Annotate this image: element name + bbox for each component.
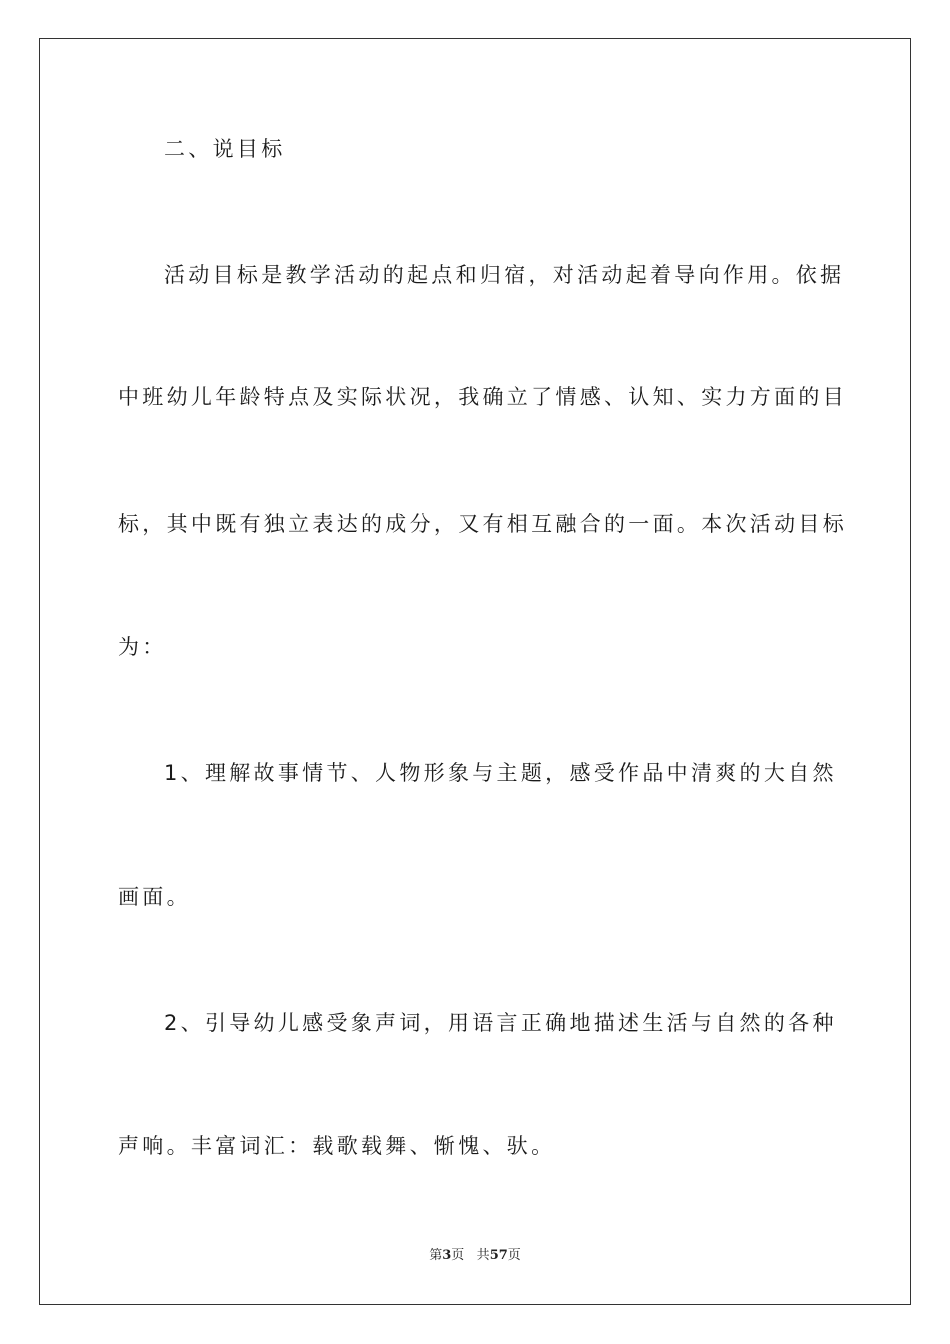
goal-item-line: 1、理解故事情节、人物形象与主题，感受作品中清爽的大自然 <box>164 761 837 785</box>
goal-item-line: 声响。丰富词汇：载歌载舞、惭愧、驮。 <box>118 1134 556 1158</box>
paragraph-line: 活动目标是教学活动的起点和归宿，对活动起着导向作用。依据 <box>164 263 845 287</box>
total-pages: 57 <box>489 1248 508 1263</box>
paragraph-line: 中班幼儿年龄特点及实际状况，我确立了情感、认知、实力方面的目 <box>118 385 847 409</box>
page-number: 3 <box>442 1248 452 1263</box>
total-prefix: 共 <box>476 1248 490 1263</box>
paragraph-line: 标，其中既有独立表达的成分，又有相互融合的一面。本次活动目标 <box>118 512 847 536</box>
page-border <box>39 38 911 1305</box>
page-suffix: 页 <box>451 1248 465 1263</box>
section-heading: 二、说目标 <box>164 137 286 161</box>
paragraph-line: 为： <box>118 635 167 659</box>
page-prefix: 第 <box>429 1248 443 1263</box>
goal-item-line: 画面。 <box>118 885 191 909</box>
page-footer <box>0 1248 950 1264</box>
goal-item-line: 2、引导幼儿感受象声词，用语言正确地描述生活与自然的各种 <box>164 1011 837 1035</box>
total-suffix: 页 <box>507 1248 521 1263</box>
